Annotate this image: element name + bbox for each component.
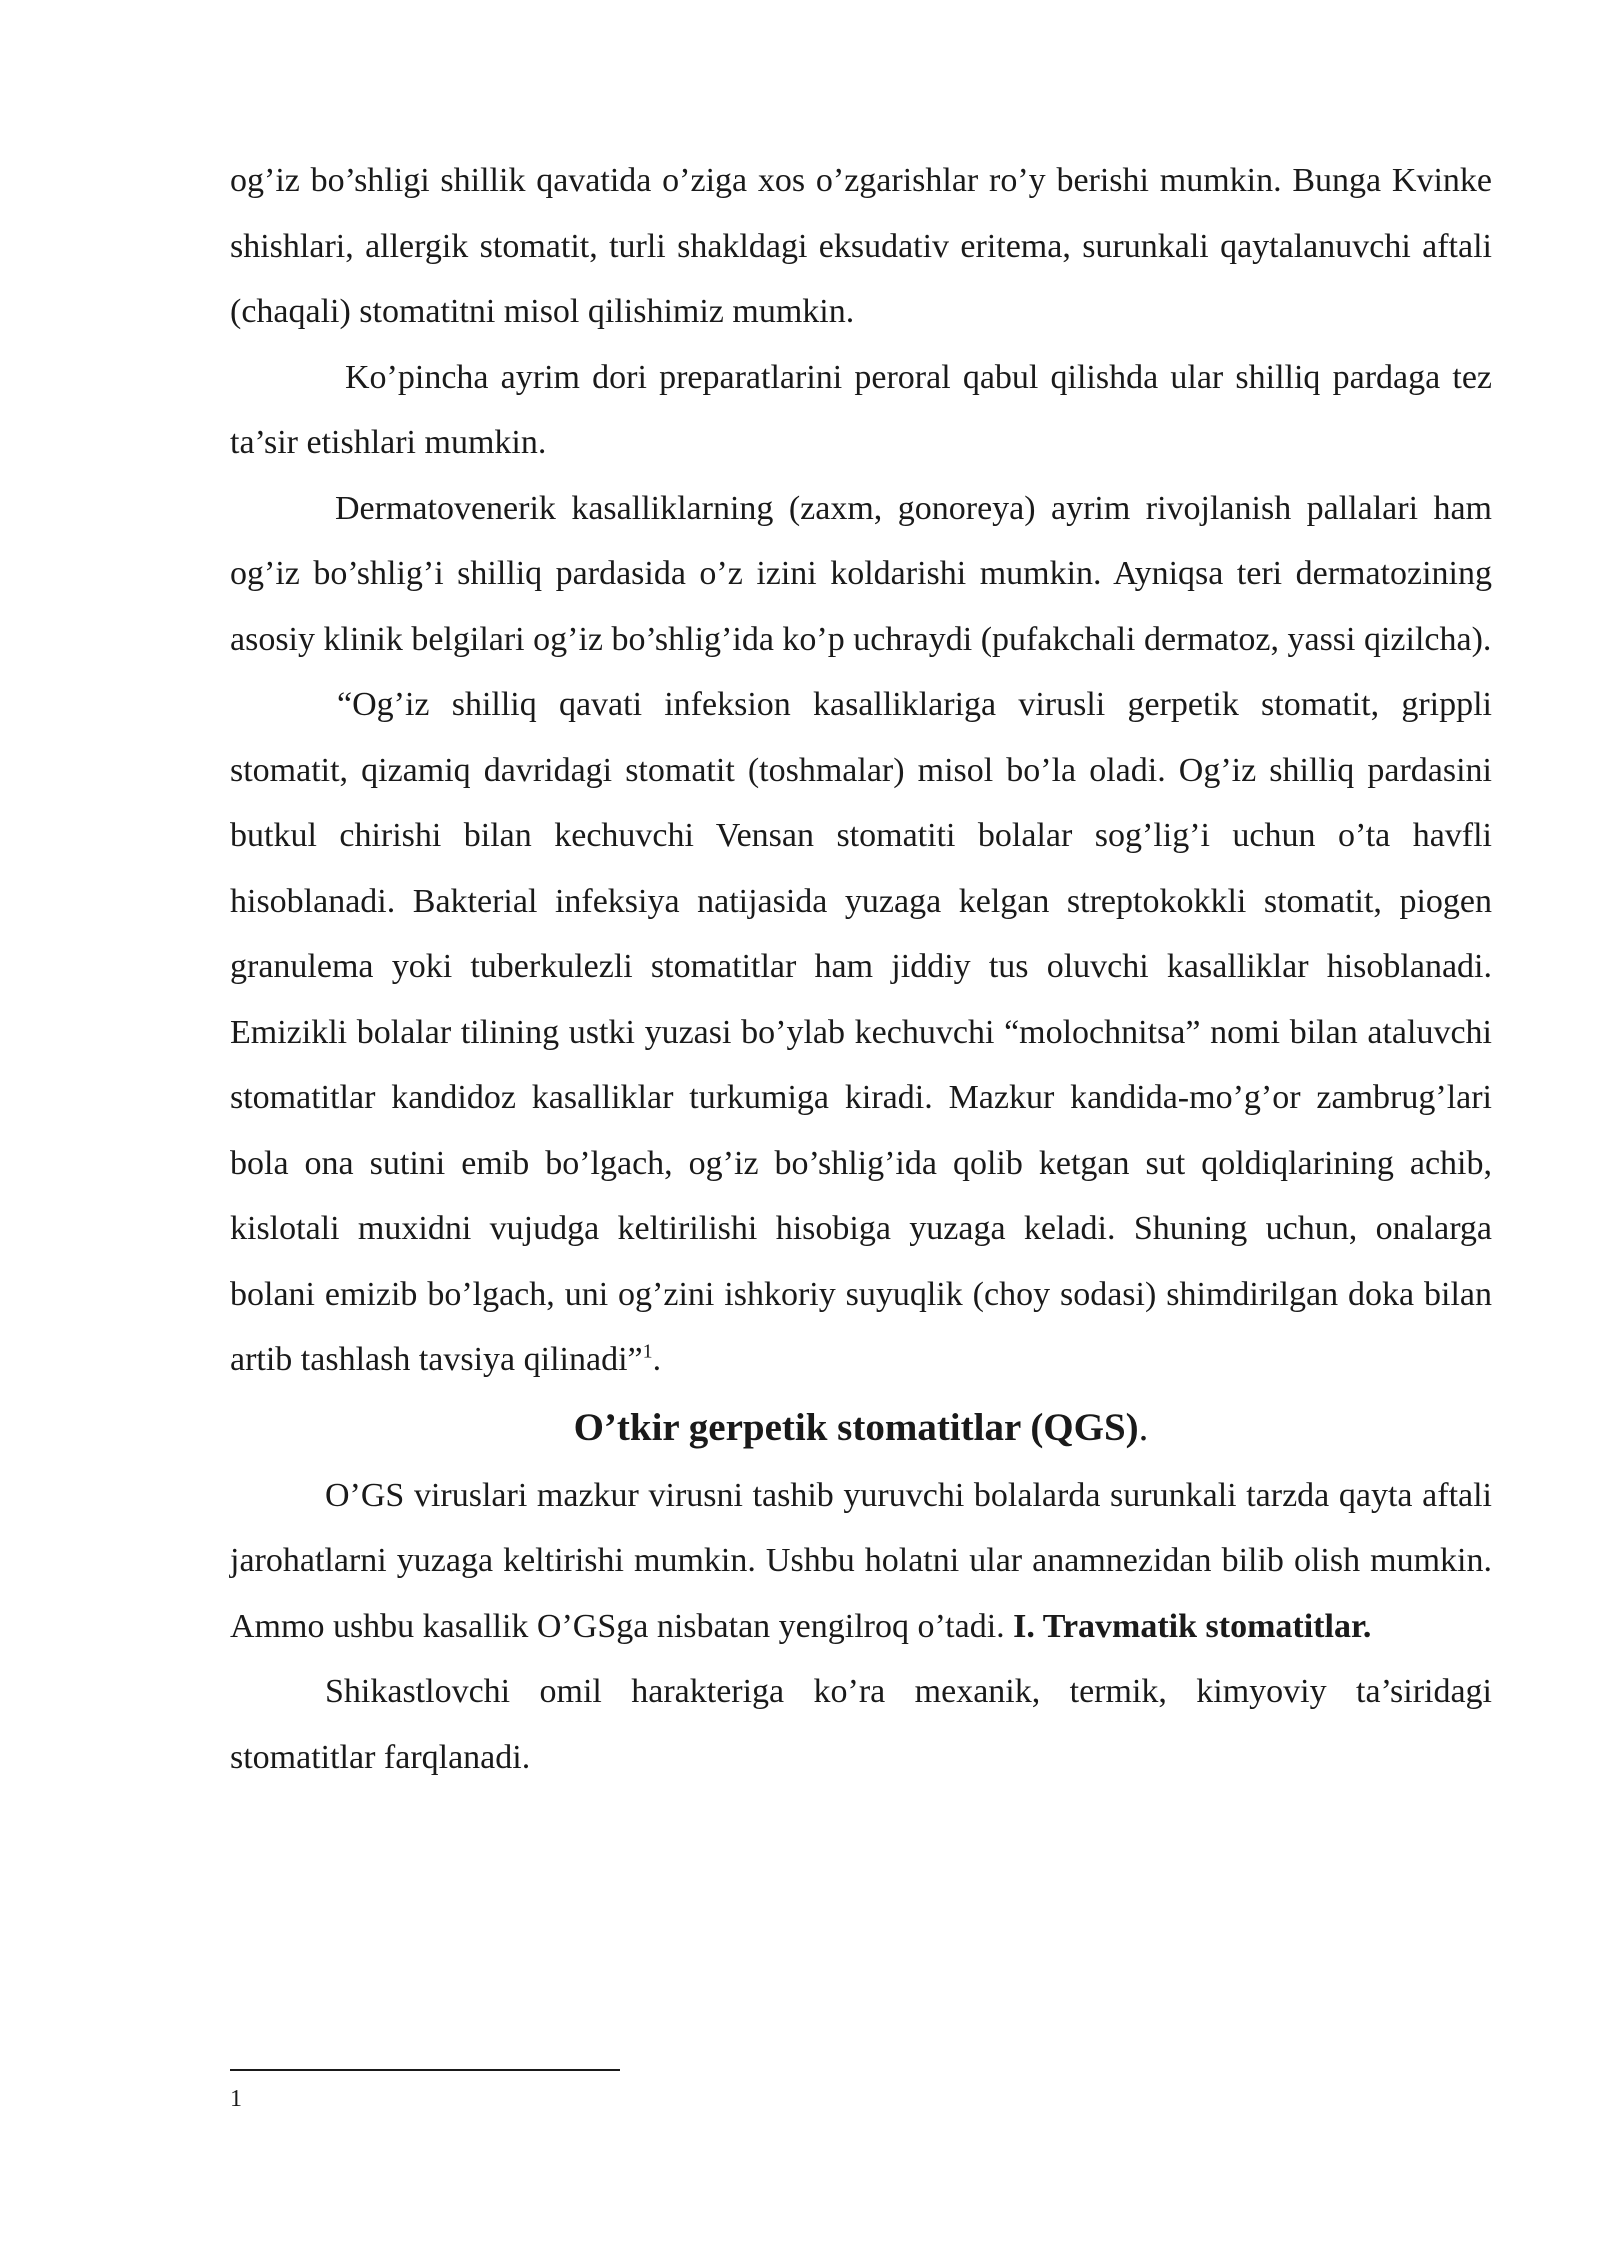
paragraph-2: Ko’pincha ayrim dori preparatlarini peroral qabul qilishda ular shilliq pardaga tez ta’sir etishlari mumkin. [230,358,1492,461]
section-heading-dot: . [1138,1405,1149,1449]
subsection-title: I. Travmatik stomatitlar. [1013,1607,1372,1645]
paragraph-4-end: . [652,1341,662,1378]
paragraph-1: og’iz bo’shligi shillik qavatida o’ziga xos o’zgarishlar ro’y berishi mumkin. Bunga Kvinke shishlari, allergik stomatit, turli shakldagi eksudativ eritema, surunkali qaytalanuvchi aftali (chaqali) stomatitni misol qilishimiz mumkin. [230,162,1492,330]
footnote-separator [230,2069,620,2071]
footnote-number: 1 [230,2086,242,2112]
document-body [230,148,1492,1790]
paragraph-3: Dermatovenerik kasalliklarning (zaxm, gonoreya) ayrim rivojlanish pallalari ham og’iz bo’shlig’i shilliq pardasida o’z izini koldarishi mumkin. Ayniqsa teri dermatozining asosiy klinik belgilari og’iz bo’shlig’ida ko’p uchraydi (pufakchali dermatoz, yassi qizilcha). [230,489,1492,658]
paragraph-5-text: O’GS viruslari mazkur virusni tashib yuruvchi bolalarda surunkali tarzda qayta aftali jarohatlarni yuzaga keltirishi mumkin. Ushbu holatni ular anamnezidan bilib olish mumkin. Ammo ushbu kasallik O’GSga nisbatan yengilroq o’tadi. [230,1476,1492,1645]
section-heading [230,1393,1492,1463]
section-heading-text: O’tkir gerpetik stomatitlar (QGS) [573,1405,1139,1449]
paragraph-6: Shikastlovchi omil harakteriga ko’ra mexanik, termik, kimyoviy ta’siridagi stomatitlar farqlanadi. [230,1673,1492,1776]
paragraph-4 [230,672,1492,1393]
paragraph-5 [230,1463,1492,1660]
footnote-reference: 1 [642,1340,653,1363]
footnote [230,2084,242,2114]
paragraph-4-text: “Og’iz shilliq qavati infeksion kasalliklariga virusli gerpetik stomatit, grippli stomatit, qizamiq davridagi stomatit (toshmalar) misol bo’la oladi. Og’iz shilliq pardasini butkul chirishi bilan kechuvchi Vensan stomatiti bolalar sog’lig’i uchun o’ta havfli hisoblanadi. Bakterial infeksiya natijasida yuzaga kelgan streptokokkli stomatit, piogen granulema yoki tuberkulezli stomatitlar ham jiddiy tus oluvchi kasalliklar hisoblanadi. Emizikli bolalar tilining ustki yuzasi bo’ylab kechuvchi “molochnitsa” nomi bilan ataluvchi stomatitlar kandidoz kasalliklar turkumiga kiradi. Mazkur kandida-mo’g’or zambrug’lari bola ona sutini emib bo’lgach, og’iz bo’shlig’ida qolib ketgan sut qoldiqlarining achib, kislotali muxidni vujudga keltirilishi hisobiga yuzaga keladi. Shuning uchun, onalarga bolani emizib bo’lgach, uni og’zini ishkoriy suyuqlik (choy sodasi) shimdirilgan doka bilan artib tashlash tavsiya qilinadi” [230,686,1492,1378]
